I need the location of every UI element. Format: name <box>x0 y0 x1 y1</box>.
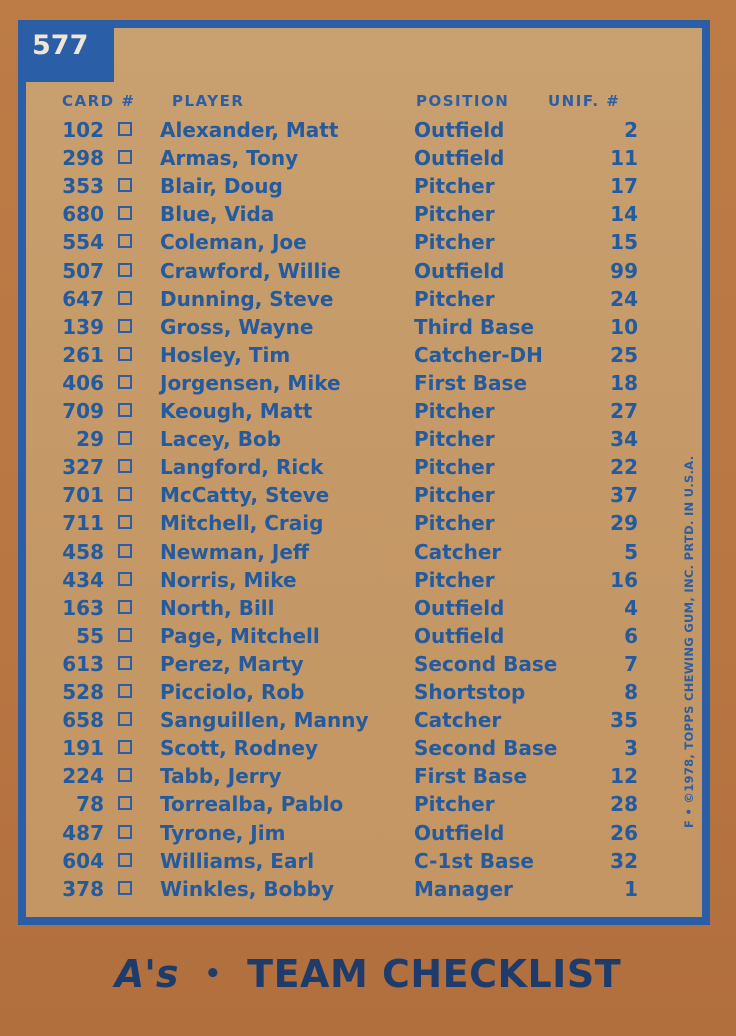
card-number-cell: 378 <box>62 876 104 901</box>
checkbox[interactable] <box>118 796 132 810</box>
uniform-number: 28 <box>610 792 638 817</box>
player-name: Hosley, Tim <box>160 342 291 367</box>
player-name: Perez, Marty <box>160 651 304 676</box>
uniform-number: 18 <box>610 370 638 395</box>
player-name: Tyrone, Jim <box>160 820 286 845</box>
checkbox[interactable] <box>118 403 132 417</box>
card-number: 577 <box>32 30 89 61</box>
copyright-credit: F • ©1978, TOPPS CHEWING GUM, INC. PRTD. IN U.S.A. <box>682 455 696 828</box>
position-cell: Pitcher <box>414 427 495 452</box>
card-number-cell: 102 <box>62 118 104 142</box>
uniform-number: 3 <box>624 736 638 761</box>
card-number-cell: 327 <box>62 455 104 480</box>
position-cell: Third Base <box>414 314 535 339</box>
position-cell: Manager <box>414 876 513 901</box>
position-cell: Outfield <box>414 118 505 142</box>
position-cell: Pitcher <box>414 399 495 423</box>
card-number-cell: 507 <box>62 258 104 283</box>
checkbox[interactable] <box>118 431 132 445</box>
uniform-number: 34 <box>610 427 638 452</box>
checklist-row <box>0 144 736 172</box>
player-name: Langford, Rick <box>160 455 324 480</box>
checklist-row <box>0 228 736 256</box>
player-name: Williams, Earl <box>160 848 315 873</box>
checkbox[interactable] <box>118 544 132 558</box>
checkbox[interactable] <box>118 881 132 895</box>
checklist-row <box>0 453 736 481</box>
checkbox[interactable] <box>118 178 132 192</box>
card-number-cell: 680 <box>62 202 104 227</box>
position-cell: Pitcher <box>414 792 495 817</box>
checkbox[interactable] <box>118 347 132 361</box>
uniform-number: 6 <box>624 623 638 648</box>
position-cell: Catcher <box>414 539 502 564</box>
position-cell: Shortstop <box>414 680 526 704</box>
checkbox[interactable] <box>118 375 132 389</box>
checklist-row <box>0 116 736 144</box>
uniform-number: 35 <box>610 708 638 733</box>
checklist-row <box>0 734 736 762</box>
checklist-row <box>0 678 736 706</box>
card-number-cell: 458 <box>62 539 104 564</box>
header-unif: UNIF. # <box>548 92 621 110</box>
checkbox[interactable] <box>118 291 132 305</box>
player-name: Crawford, Willie <box>160 258 341 283</box>
uniform-number: 8 <box>624 680 638 704</box>
card-number-cell: 613 <box>62 651 104 676</box>
card-number-cell: 604 <box>62 848 104 873</box>
card-number-cell: 701 <box>62 483 104 508</box>
separator-dot: • <box>204 959 222 989</box>
checkbox[interactable] <box>118 150 132 164</box>
checkbox[interactable] <box>118 853 132 867</box>
uniform-number: 99 <box>610 258 638 283</box>
card-number-cell: 261 <box>62 342 104 367</box>
player-name: Scott, Rodney <box>160 736 318 761</box>
card-number-cell: 528 <box>62 680 104 704</box>
uniform-number: 29 <box>610 511 638 536</box>
uniform-number: 26 <box>610 820 638 845</box>
card-number-cell: 191 <box>62 736 104 761</box>
uniform-number: 2 <box>624 118 638 142</box>
checklist-row <box>0 425 736 453</box>
card-number-tab <box>18 20 114 82</box>
player-name: Newman, Jeff <box>160 539 310 564</box>
card-number-cell: 406 <box>62 370 104 395</box>
checklist-row <box>0 369 736 397</box>
position-cell: Pitcher <box>414 567 495 592</box>
checklist-row <box>0 594 736 622</box>
position-cell: Second Base <box>414 736 558 761</box>
position-cell: Outfield <box>414 258 505 283</box>
player-name: McCatty, Steve <box>160 483 330 508</box>
checkbox[interactable] <box>118 459 132 473</box>
checklist-row <box>0 538 736 566</box>
checklist-row <box>0 566 736 594</box>
checklist-row <box>0 397 736 425</box>
checklist-row <box>0 790 736 818</box>
checklist-row <box>0 285 736 313</box>
player-name: Sanguillen, Manny <box>160 708 369 733</box>
card-number-cell: 554 <box>62 230 104 255</box>
player-name: Winkles, Bobby <box>160 876 334 901</box>
position-cell: Pitcher <box>414 202 495 227</box>
position-cell: Outfield <box>414 820 505 845</box>
header-card: CARD # <box>62 92 136 110</box>
checkbox[interactable] <box>118 768 132 782</box>
player-name: Jorgensen, Mike <box>160 370 341 395</box>
card-number-cell: 139 <box>62 314 104 339</box>
player-name: Tabb, Jerry <box>160 764 282 789</box>
card-number-cell: 711 <box>62 511 104 536</box>
uniform-number: 5 <box>624 539 638 564</box>
checklist-row <box>0 200 736 228</box>
position-cell: Second Base <box>414 651 558 676</box>
player-name: Picciolo, Rob <box>160 680 305 704</box>
position-cell: Catcher-DH <box>414 342 543 367</box>
position-cell: Pitcher <box>414 230 495 255</box>
checkbox[interactable] <box>118 684 132 698</box>
uniform-number: 4 <box>624 595 638 620</box>
card-number-cell: 658 <box>62 708 104 733</box>
checkbox[interactable] <box>118 825 132 839</box>
card-number-cell: 298 <box>62 146 104 171</box>
card-number-cell: 163 <box>62 595 104 620</box>
checkbox[interactable] <box>118 572 132 586</box>
uniform-number: 14 <box>610 202 638 227</box>
uniform-number: 27 <box>610 399 638 423</box>
player-name: Page, Mitchell <box>160 623 320 648</box>
checklist-row <box>0 313 736 341</box>
card-number-cell: 224 <box>62 764 104 789</box>
card-number-cell: 647 <box>62 286 104 311</box>
player-name: Alexander, Matt <box>160 118 339 142</box>
checklist-row <box>0 847 736 875</box>
checklist-row <box>0 257 736 285</box>
uniform-number: 1 <box>624 876 638 901</box>
player-name: Keough, Matt <box>160 399 313 423</box>
card-number-cell: 487 <box>62 820 104 845</box>
player-name: Mitchell, Craig <box>160 511 324 536</box>
checklist-row <box>0 622 736 650</box>
checklist-row <box>0 650 736 678</box>
player-name: North, Bill <box>160 595 275 620</box>
checkbox[interactable] <box>118 600 132 614</box>
player-name: Dunning, Steve <box>160 286 334 311</box>
checklist-row <box>0 341 736 369</box>
footer-title: TEAM CHECKLIST <box>247 952 622 996</box>
position-cell: First Base <box>414 764 528 789</box>
position-cell: Catcher <box>414 708 502 733</box>
checklist-row <box>0 172 736 200</box>
player-name: Coleman, Joe <box>160 230 307 255</box>
player-name: Torrealba, Pablo <box>160 792 344 817</box>
checkbox[interactable] <box>118 712 132 726</box>
uniform-number: 7 <box>624 651 638 676</box>
position-cell: First Base <box>414 370 528 395</box>
checkbox[interactable] <box>118 515 132 529</box>
uniform-number: 15 <box>610 230 638 255</box>
position-cell: Outfield <box>414 623 505 648</box>
player-name: Armas, Tony <box>160 146 299 171</box>
uniform-number: 17 <box>610 174 638 199</box>
uniform-number: 16 <box>610 567 638 592</box>
position-cell: Pitcher <box>414 483 495 508</box>
header-player: PLAYER <box>172 92 245 110</box>
uniform-number: 22 <box>610 455 638 480</box>
checkbox[interactable] <box>118 740 132 754</box>
position-cell: Pitcher <box>414 286 495 311</box>
checklist-row <box>0 819 736 847</box>
player-name: Lacey, Bob <box>160 427 282 452</box>
position-cell: Pitcher <box>414 174 495 199</box>
position-cell: C-1st Base <box>414 848 534 873</box>
checkbox[interactable] <box>118 487 132 501</box>
uniform-number: 32 <box>610 848 638 873</box>
checklist-row <box>0 706 736 734</box>
uniform-number: 12 <box>610 764 638 789</box>
uniform-number: 24 <box>610 286 638 311</box>
card-number-cell: 78 <box>76 792 104 817</box>
position-cell: Outfield <box>414 595 505 620</box>
card-number-cell: 29 <box>76 427 104 452</box>
card-number-cell: 709 <box>62 399 104 423</box>
checkbox[interactable] <box>118 206 132 220</box>
position-cell: Outfield <box>414 146 505 171</box>
header-position: POSITION <box>416 92 510 110</box>
checklist-row <box>0 875 736 903</box>
checkbox[interactable] <box>118 628 132 642</box>
position-cell: Pitcher <box>414 511 495 536</box>
checklist-row <box>0 762 736 790</box>
checklist-row <box>0 481 736 509</box>
player-name: Blair, Doug <box>160 174 283 199</box>
footer-banner <box>0 944 736 1004</box>
checkbox[interactable] <box>118 263 132 277</box>
uniform-number: 37 <box>610 483 638 508</box>
checkbox[interactable] <box>118 122 132 136</box>
checkbox[interactable] <box>118 656 132 670</box>
checkbox[interactable] <box>118 319 132 333</box>
card-number-cell: 353 <box>62 174 104 199</box>
uniform-number: 10 <box>610 314 638 339</box>
player-name: Norris, Mike <box>160 567 297 592</box>
team-name: A's <box>114 952 179 996</box>
checkbox[interactable] <box>118 234 132 248</box>
uniform-number: 11 <box>610 146 638 171</box>
uniform-number: 25 <box>610 342 638 367</box>
player-name: Blue, Vida <box>160 202 275 227</box>
card-number-cell: 434 <box>62 567 104 592</box>
player-name: Gross, Wayne <box>160 314 314 339</box>
position-cell: Pitcher <box>414 455 495 480</box>
card-number-cell: 55 <box>76 623 104 648</box>
checklist-row <box>0 509 736 537</box>
